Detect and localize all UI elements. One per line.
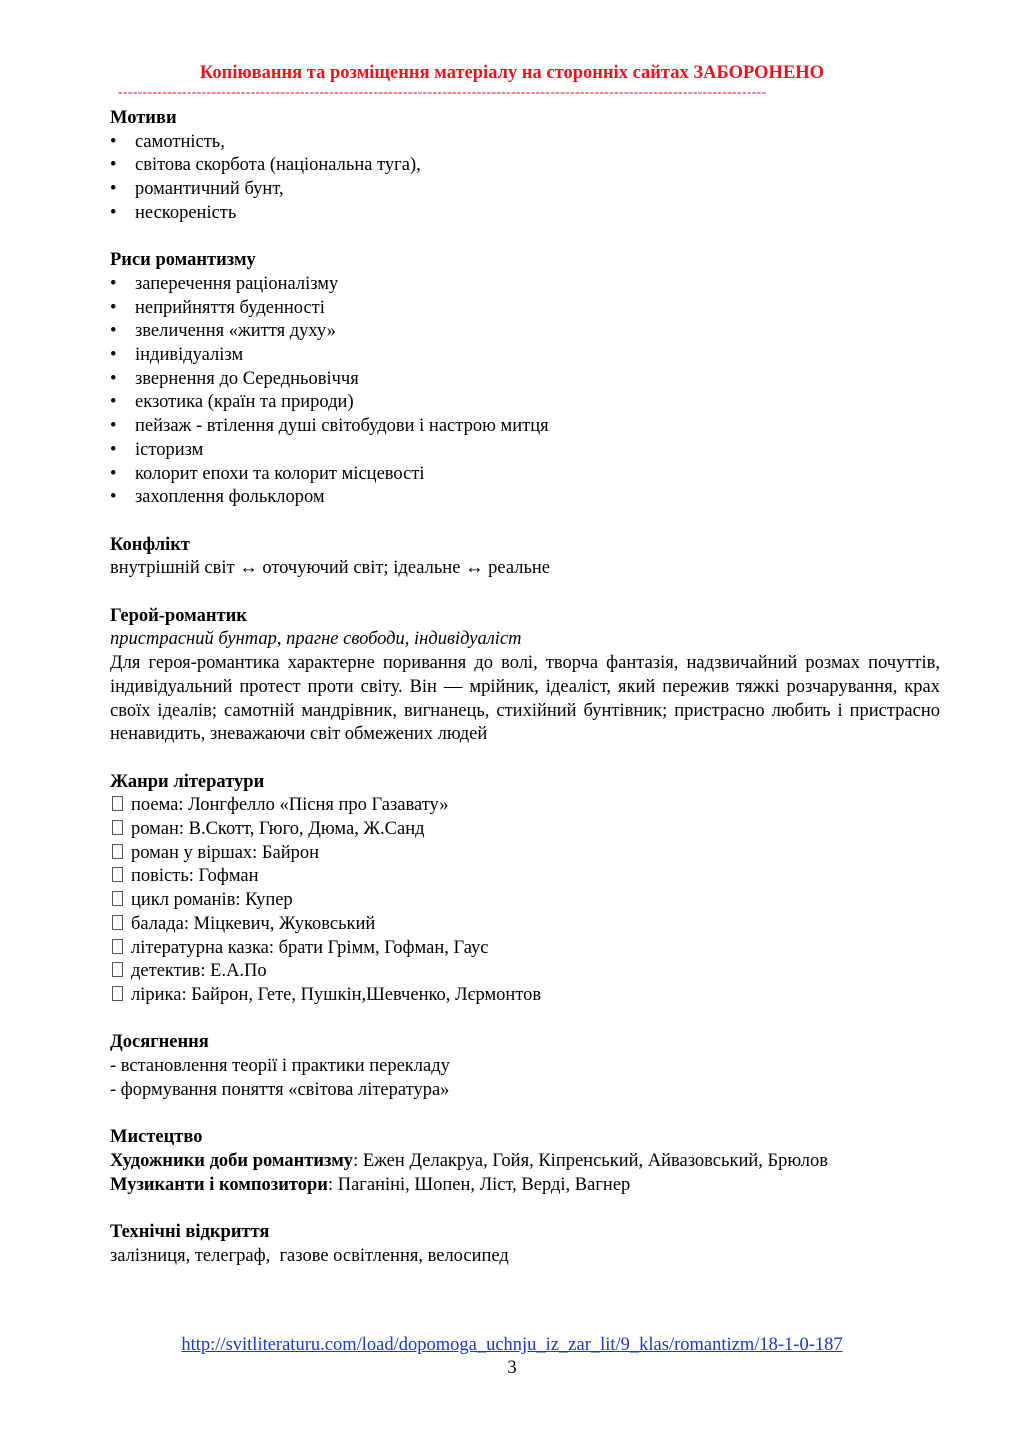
section-title: Мистецтво <box>110 1127 203 1148</box>
list-item: • індивідуалізм <box>110 344 940 368</box>
page-content <box>110 107 940 1292</box>
list-item: повість: Гофман <box>110 865 940 889</box>
list-item: лірика: Байрон, Гете, Пушкін,Шевченко, Лєрмонтов <box>110 984 940 1008</box>
section-motives <box>110 107 940 226</box>
copyright-notice: Копіювання та розміщення матеріалу на сторонніх сайтах ЗАБОРОНЕНО <box>199 63 825 83</box>
checkbox-glyph-icon <box>112 986 123 1001</box>
section-title: Технічні відкриття <box>110 1221 270 1242</box>
section-title: Досягнення <box>110 1032 209 1053</box>
separator-line: ------------------------------------------------------------------------------------------------------------------------------------ <box>118 86 767 100</box>
motives-list <box>110 131 940 226</box>
checkbox-glyph-icon <box>112 962 123 977</box>
checkbox-glyph-icon <box>112 939 123 954</box>
hero-description: Для героя-романтика характерне поривання до волі, творча фантазія, надзвичайний розмах почуттів, індивідуальний протест проти світу. Він — мрійник, ідеаліст, який пережив тяжкі розчарування, крах своїх ідеалів; самотній мандрівник, вигнанець, стихійний бунтівник; пристрасно любить і пристрасно ненавидить, зневажаючи світ обмежених людей <box>110 653 940 745</box>
list-item: роман: В.Скотт, Гюго, Дюма, Ж.Санд <box>110 818 940 842</box>
source-link[interactable]: http://svitliteraturu.com/load/dopomoga_uchnju_iz_zar_lit/9_klas/romantizm/18-1-0-187 <box>181 1335 843 1355</box>
section-art <box>110 1126 940 1197</box>
hero-subtitle: пристрасний бунтар, прагне свободи, індивідуаліст <box>110 629 522 650</box>
page-number: 3 <box>507 1358 517 1378</box>
section-title: Герой-романтик <box>110 605 247 626</box>
list-item: • пейзаж - втілення душі світобудови і настрою митця <box>110 415 940 439</box>
list-item: • неприйняття буденності <box>110 297 940 321</box>
section-title: Жанри літератури <box>110 771 265 792</box>
painters-line <box>110 1150 940 1174</box>
footer <box>0 1334 1024 1358</box>
list-item: • звеличення «життя духу» <box>110 320 940 344</box>
genres-list <box>110 794 940 1007</box>
checkbox-glyph-icon <box>112 867 123 882</box>
section-conflict <box>110 534 940 581</box>
musicians-names: : Паганіні, Шопен, Ліст, Верді, Вагнер <box>327 1174 631 1195</box>
section-genres <box>110 771 940 1008</box>
section-title: Конфлікт <box>110 534 191 555</box>
section-title: Мотиви <box>110 108 177 128</box>
checkbox-glyph-icon <box>112 844 123 859</box>
section-traits <box>110 249 940 510</box>
list-item: - формування поняття «світова література» <box>110 1079 450 1100</box>
list-item: • колорит епохи та колорит місцевості <box>110 463 940 487</box>
traits-list <box>110 273 940 510</box>
checkbox-glyph-icon <box>112 820 123 835</box>
list-item: • історизм <box>110 439 940 463</box>
list-item: - встановлення теорії і практики перекладу <box>110 1056 450 1077</box>
list-item: • світова скорбота (національна туга), <box>110 154 940 178</box>
section-hero <box>110 605 940 747</box>
list-item: роман у віршах: Байрон <box>110 842 940 866</box>
musicians-label: Музиканти і композитори <box>110 1174 328 1195</box>
list-item: • екзотика (країн та природи) <box>110 391 940 415</box>
checkbox-glyph-icon <box>112 891 123 906</box>
painters-label: Художники доби романтизму <box>110 1150 354 1171</box>
tech-text: залізниця, телеграф, газове освітлення, велосипед <box>110 1245 509 1266</box>
list-item: літературна казка: брати Грімм, Гофман, Гаус <box>110 937 940 961</box>
musicians-line <box>110 1174 940 1198</box>
list-item: • нескореність <box>110 202 940 226</box>
list-item: • романтичний бунт, <box>110 178 940 202</box>
checkbox-glyph-icon <box>112 796 123 811</box>
checkbox-glyph-icon <box>112 915 123 930</box>
conflict-text: внутрішній світ ↔ оточуючий світ; ідеальне ↔ реальне <box>110 558 551 579</box>
painters-names: : Ежен Делакруа, Гойя, Кіпренський, Айвазовський, Брюлов <box>353 1150 828 1171</box>
list-item: • заперечення раціоналізму <box>110 273 940 297</box>
list-item: • захоплення фольклором <box>110 486 940 510</box>
list-item: • самотність, <box>110 131 940 155</box>
list-item: поема: Лонгфелло «Пісня про Газавату» <box>110 794 940 818</box>
section-title: Риси романтизму <box>110 250 256 271</box>
list-item: цикл романів: Купер <box>110 889 940 913</box>
list-item: детектив: Е.А.По <box>110 960 940 984</box>
list-item: • звернення до Середньовіччя <box>110 368 940 392</box>
section-tech <box>110 1221 940 1268</box>
section-achievements <box>110 1031 940 1102</box>
list-item: балада: Міцкевич, Жуковський <box>110 913 940 937</box>
